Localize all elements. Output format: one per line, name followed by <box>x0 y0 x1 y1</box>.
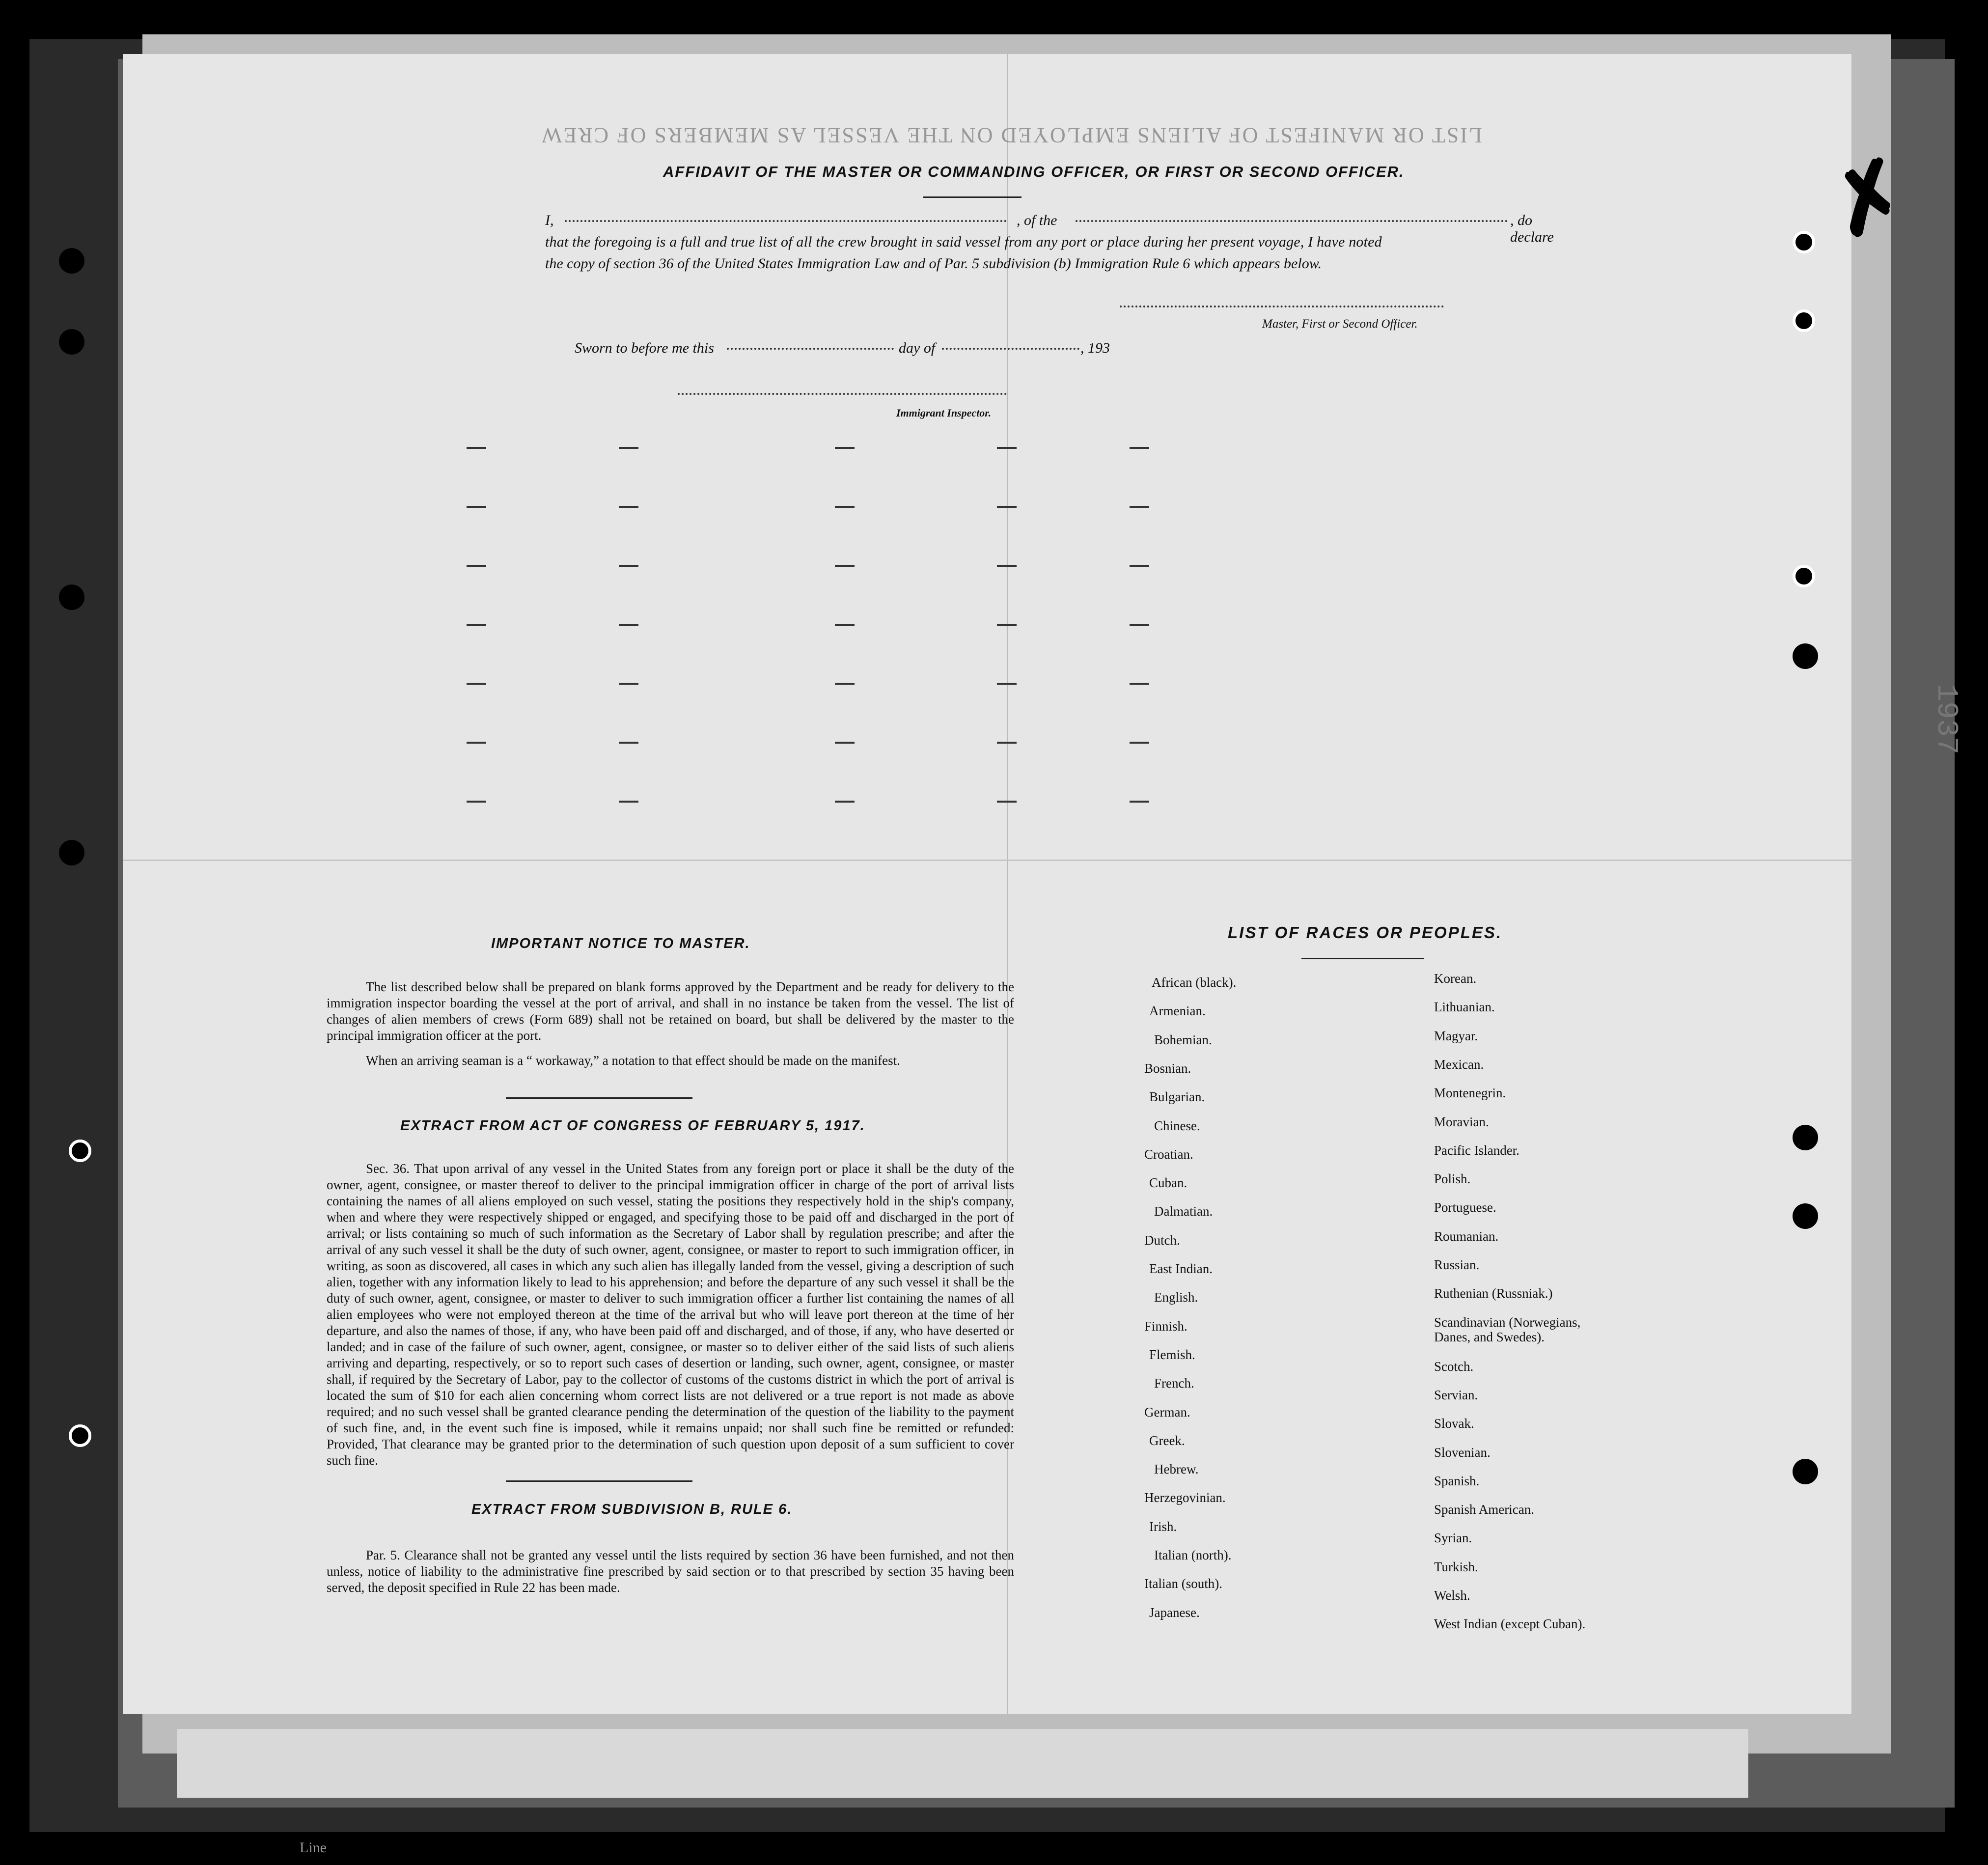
declare-line-2: that the foregoing is a full and true list of all the crew brought in said vessel from any port or place during her present voyage, I have noted <box>545 234 1382 250</box>
ghost-dash <box>467 683 486 685</box>
ghost-dash <box>1130 565 1149 567</box>
bottom-sheets <box>177 1729 1748 1798</box>
race-item: Welsh. <box>1434 1588 1470 1603</box>
ghost-dash <box>997 801 1017 803</box>
binder-hole <box>59 329 84 355</box>
notice-rule <box>506 1097 692 1099</box>
signature-blank[interactable] <box>1120 306 1444 307</box>
sworn-year: , 193 <box>1080 340 1110 356</box>
race-item: Bosnian. <box>1144 1060 1191 1076</box>
signature-caption: Master, First or Second Officer. <box>1262 317 1418 331</box>
ghost-dash <box>835 801 855 803</box>
race-item: Slovenian. <box>1434 1445 1491 1460</box>
extract-rule-text: Par. 5. Clearance shall not be granted any vessel until the lists required by section 36 have been furnished, and not then unless, notice of liability to the administrative fine prescribed by said section or to that prescribed by section 35 having been served, the deposit specified in Rule 22 has been made. <box>327 1548 1014 1595</box>
notice-title: IMPORTANT NOTICE TO MASTER. <box>491 936 750 951</box>
races-title-rule <box>1301 958 1424 959</box>
fold-horizontal <box>123 860 1851 861</box>
race-item: Servian. <box>1434 1387 1478 1402</box>
ghost-dash <box>619 624 638 626</box>
binder-hole <box>1793 309 1815 332</box>
race-item: Syrian. <box>1434 1531 1472 1546</box>
race-item: West Indian (except Cuban). <box>1434 1616 1586 1632</box>
race-item: Italian (north). <box>1154 1548 1232 1562</box>
day-of: day of <box>899 340 936 356</box>
notice-paragraph-2: When an arriving seaman is a “ workaway,” a notation to that effect should be made on the manifest. <box>366 1053 900 1068</box>
race-item: Hebrew. <box>1154 1462 1199 1477</box>
notice-paragraph-1: The list described below shall be prepared on blank forms approved by the Department and be ready for delivery to the immigration inspector boarding the vessel at the port of arrival, and shall in no instance be taken from the vessel. The list of changes of alien members of crews (Form 689) shall not be retained on board, but shall be delivered by the master to the principal immigration officer at the port. <box>327 979 1014 1043</box>
race-item: Russian. <box>1434 1257 1480 1272</box>
race-item: Greek. <box>1149 1433 1185 1448</box>
ghost-header: LIST OR MANIFEST OF ALIENS EMPLOYED ON THE VESSEL AS MEMBERS OF CREW <box>540 123 1482 147</box>
ghost-dash <box>467 624 486 626</box>
races-title: LIST OF RACES OR PEOPLES. <box>1228 923 1503 942</box>
ghost-dash <box>467 447 486 449</box>
ghost-dash <box>467 801 486 803</box>
ghost-dash <box>1130 683 1149 685</box>
ghost-dash <box>997 565 1017 567</box>
ghost-dash <box>835 742 855 744</box>
race-item: Armenian. <box>1149 1003 1206 1019</box>
binder-hole <box>1793 643 1818 669</box>
binder-hole <box>59 840 84 865</box>
binder-hole <box>69 1140 91 1162</box>
extract-act-title: EXTRACT FROM ACT OF CONGRESS OF FEBRUARY 5, 1917. <box>400 1118 865 1134</box>
of-the: , of the <box>1017 212 1057 228</box>
race-item: French. <box>1154 1376 1194 1391</box>
ghost-dash <box>619 447 638 449</box>
race-item: Slovak. <box>1434 1416 1474 1431</box>
affidavit-title: AFFIDAVIT OF THE MASTER OR COMMANDING OFFICER, OR FIRST OR SECOND OFFICER. <box>663 163 1405 180</box>
affidavit-title-rule <box>923 196 1022 198</box>
ghost-dash <box>997 506 1017 508</box>
binder-hole <box>59 248 84 274</box>
race-item: Lithuanian. <box>1434 1000 1495 1015</box>
race-item: Scandinavian (Norwegians, Danes, and Swedes). <box>1434 1314 1581 1344</box>
race-item: Portuguese. <box>1434 1200 1496 1215</box>
ghost-dash <box>1130 624 1149 626</box>
ghost-dash <box>467 742 486 744</box>
race-item: Japanese. <box>1149 1605 1200 1620</box>
binder-hole <box>69 1424 91 1447</box>
ghost-dash <box>835 683 855 685</box>
manifest-page <box>123 54 1963 1714</box>
race-item: Montenegrin. <box>1434 1086 1506 1101</box>
race-item: Croatian. <box>1144 1146 1193 1162</box>
ghost-dash <box>467 565 486 567</box>
sworn-label: Sworn to before me this <box>575 340 714 356</box>
inspector-blank[interactable] <box>678 393 1007 395</box>
line-label: Line <box>300 1839 327 1856</box>
handwritten-mark: ✗ <box>1817 140 1921 258</box>
race-item: Finnish. <box>1144 1318 1187 1334</box>
binder-hole <box>1793 1459 1818 1484</box>
sworn-day-blank[interactable] <box>727 348 894 350</box>
race-item: Korean. <box>1434 971 1477 986</box>
ghost-dash <box>619 801 638 803</box>
declare-line-3: the copy of section 36 of the United States Immigration Law and of Par. 5 subdivision (b) Immigration Rule 6 which appears below. <box>545 255 1322 272</box>
race-item: Herzegovinian. <box>1144 1490 1226 1505</box>
race-item: Polish. <box>1434 1171 1471 1187</box>
binder-hole <box>1793 231 1815 253</box>
race-item: Scotch. <box>1434 1359 1474 1374</box>
race-item: Bohemian. <box>1154 1032 1212 1047</box>
ghost-dash <box>997 742 1017 744</box>
race-item: Chinese. <box>1154 1118 1200 1133</box>
race-item: Magyar. <box>1434 1028 1478 1043</box>
declare-i: I, <box>545 212 554 228</box>
ghost-dash <box>1130 447 1149 449</box>
race-item: Italian (south). <box>1144 1576 1222 1591</box>
vessel-blank[interactable] <box>1076 220 1508 222</box>
sworn-month-blank[interactable] <box>942 348 1079 350</box>
race-item: Cuban. <box>1149 1175 1187 1191</box>
ghost-dash <box>1130 742 1149 744</box>
race-item: Pacific Islander. <box>1434 1142 1519 1158</box>
ghost-dash <box>835 624 855 626</box>
ghost-dash <box>619 742 638 744</box>
race-item: Mexican. <box>1434 1057 1484 1072</box>
race-item: English. <box>1154 1290 1198 1305</box>
race-item: Spanish. <box>1434 1473 1480 1488</box>
race-item: East Indian. <box>1149 1261 1213 1276</box>
race-item: Roumanian. <box>1434 1228 1499 1244</box>
ghost-dash <box>1130 801 1149 803</box>
race-item: Flemish. <box>1149 1347 1195 1362</box>
ghost-dash <box>835 506 855 508</box>
race-item: Ruthenian (Russniak.) <box>1434 1286 1553 1301</box>
race-item: German. <box>1144 1404 1190 1420</box>
extract-rule <box>506 1480 692 1482</box>
binder-hole <box>1793 1203 1818 1229</box>
binder-hole <box>1793 565 1815 587</box>
ghost-dash <box>997 624 1017 626</box>
do-declare: , do declare <box>1510 212 1554 245</box>
race-item: Turkish. <box>1434 1559 1478 1574</box>
ghost-dash <box>835 565 855 567</box>
ghost-dash <box>997 447 1017 449</box>
ghost-dash <box>619 565 638 567</box>
extract-rule-title: EXTRACT FROM SUBDIVISION B, RULE 6. <box>471 1502 793 1517</box>
race-item: Spanish American. <box>1434 1502 1534 1517</box>
inspector-caption: Immigrant Inspector. <box>896 407 992 419</box>
race-item: Irish. <box>1149 1519 1177 1534</box>
binder-hole <box>1793 1125 1818 1150</box>
sworn-line <box>575 340 1213 357</box>
ghost-dash <box>1130 506 1149 508</box>
ghost-dash <box>997 683 1017 685</box>
ghost-dash <box>619 506 638 508</box>
race-item: Dalmatian. <box>1154 1204 1213 1219</box>
name-blank[interactable] <box>565 220 1007 222</box>
ghost-dash <box>835 447 855 449</box>
race-item: African (black). <box>1152 975 1237 990</box>
year-stamp: 1937 <box>1929 683 1963 755</box>
binder-hole <box>59 585 84 610</box>
extract-act-text: Sec. 36. That upon arrival of any vessel in the United States from any foreign port or place it shall be the duty of the owner, agent, consignee, or master thereof to deliver to the principal immigration officer in charge of the port of arrival lists containing the names of all aliens employed on such vessel, stating the positions they respectively hold in the ship's company, when and where they were respectively shipped or engaged, and specifying those to be paid off and discharged in the port of arrival; or lists containing so much of such information as the Secretary of Labor shall by regulation prescribe; and after the arrival of any such vessel it shall be the duty of such owner, agent, consignee, or master to report to such immigration officer, in writing, as soon as discovered, all cases in which any such alien has illegally landed from the vessel, giving a description of such alien, together with any information likely to lead to his apprehension; and before the departure of any such vessel it shall be the duty of such owner, agent, consignee, or master to deliver to such immigration officer a further list containing the names of all alien employees who were not employed thereon at the time of the arrival but who will leave port thereon at the time of her departure, and also the names of those, if any, who have been paid off and discharged, and of those, if any, who have deserted or landed; and in case of the failure of such owner, agent, consignee, or master so to deliver either of the said lists of such aliens arriving and departing, respectively, or so to report such cases of desertion or landing, such owner, agent, consignee, or master shall, if required by the Secretary of Labor, pay to the collector of customs of the customs district in which the port of arrival is located the sum of $10 for each alien concerning whom correct lists are not delivered or a true report is not made as above required; and no such vessel shall be granted clearance pending the determination of the question of the liability to the payment of such fine, and, in the event such fine is imposed, while it remains unpaid; nor shall such fine be remitted or refunded: Provided, That clearance may be granted prior to the determination of such question upon deposit of a sum sufficient to cover such fine. <box>327 1161 1014 1468</box>
race-item: Dutch. <box>1144 1232 1180 1248</box>
race-item: Bulgarian. <box>1149 1089 1205 1105</box>
ghost-dash <box>619 683 638 685</box>
race-item: Moravian. <box>1434 1114 1489 1129</box>
ghost-dash <box>467 506 486 508</box>
